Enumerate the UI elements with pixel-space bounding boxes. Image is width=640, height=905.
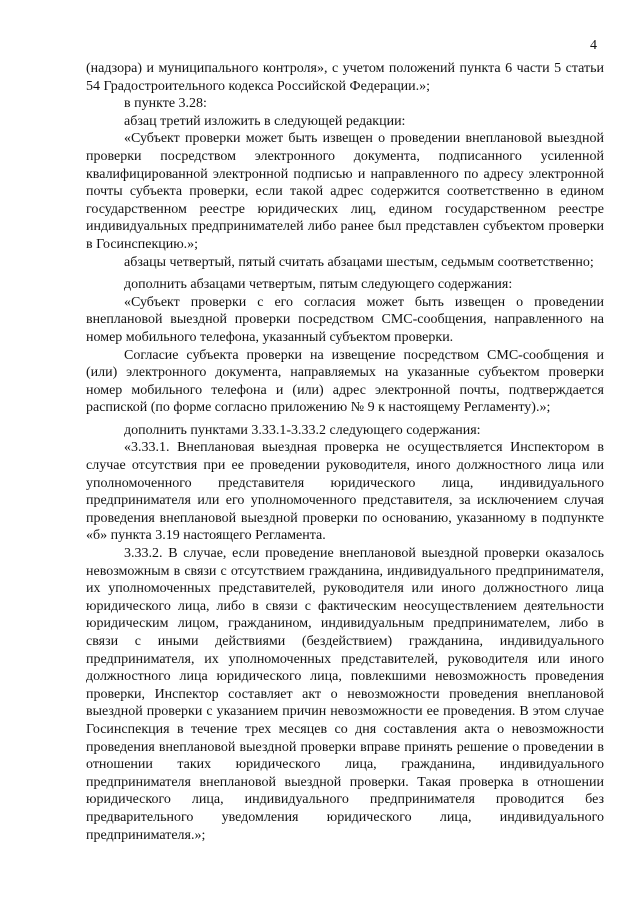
document-body	[86, 60, 604, 844]
paragraph-2: в пункте 3.28:	[124, 96, 207, 112]
paragraph-3: абзац третий изложить в следующей редакции:	[124, 113, 406, 129]
paragraph-8: Согласие субъекта проверки на извещение посредством СМС-сообщения и (или) электронного документа, направляемых на указанные субъектом проверки номер мобильного телефона и (или) адрес электронной почты, подтверждается распиской (по форме согласно приложению № 9 к настоящему Регламенту).»;	[86, 347, 604, 416]
paragraph-10: «3.33.1. Внеплановая выездная проверка не осуществляется Инспектором в случае отсутствия при ее проведении руководителя, иного должностного лица или уполномоченного представителя юридического лица, индивидуального предпринимателя или его уполномоченного представителя, за исключением случая проведения внеплановой выездной проверки по основанию, указанному в подпункте «б» пункта 3.19 настоящего Регламента.	[86, 440, 604, 544]
paragraph-5: абзацы четвертый, пятый считать абзацами шестым, седьмым соответственно;	[124, 254, 594, 270]
page-number: 4	[590, 38, 597, 53]
paragraph-4: «Субъект проверки может быть извещен о проведении внеплановой выездной проверки посредством электронного документа, подписанного усиленной квалифицированной электронной подписью и направленного по адресу электронной почты субъекта проверки, если такой адрес содержится соответственно в едином государственном реестре юридических лиц, едином государственном реестре индивидуальных предпринимателей либо ранее был представлен субъектом проверки в Госинспекцию.»;	[86, 131, 604, 252]
paragraph-6: дополнить абзацами четвертым, пятым следующего содержания:	[124, 277, 513, 293]
paragraph-11: 3.33.2. В случае, если проведение внеплановой выездной проверки оказалось невозможным в связи с отсутствием гражданина, индивидуального предпринимателя, их уполномоченных представителей, руководителя или иного должностного лица юридического лица, либо в связи с фактическим неосуществлением деятельности юридическим лицом, гражданином, индивидуальным предпринимателем, либо в связи с иными действиями (бездействием) гражданина, индивидуального предпринимателя, их уполномоченных представителей, руководителя или иного должностного лица юридического лица, повлекшими невозможность проведения проверки, Инспектор составляет акт о невозможности проведения внеплановой выездной проверки с указанием причин невозможности ее проведения. В этом случае Госинспекция в течение трех месяцев со дня составления акта о невозможности проведения внеплановой выездной проверки вправе принять решение о проведении в отношении таких юридического лица, гражданина, индивидуального предпринимателя внеплановой выездной проверки. Такая проверка в отношении юридического лица, индивидуального предпринимателя проводится без предварительного уведомления юридического лица, индивидуального предпринимателя.»;	[86, 546, 604, 843]
paragraph-9: дополнить пунктами 3.33.1-3.33.2 следующего содержания:	[124, 422, 481, 438]
paragraph-1: (надзора) и муниципального контроля», с учетом положений пункта 6 части 5 статьи 54 Градостроительного кодекса Российской Федерации.»;	[86, 61, 604, 94]
paragraph-7: «Субъект проверки с его согласия может быть извещен о проведении внеплановой выездной проверки посредством СМС-сообщения, направленного на номер мобильного телефона, указанный субъектом проверки.	[86, 294, 604, 345]
